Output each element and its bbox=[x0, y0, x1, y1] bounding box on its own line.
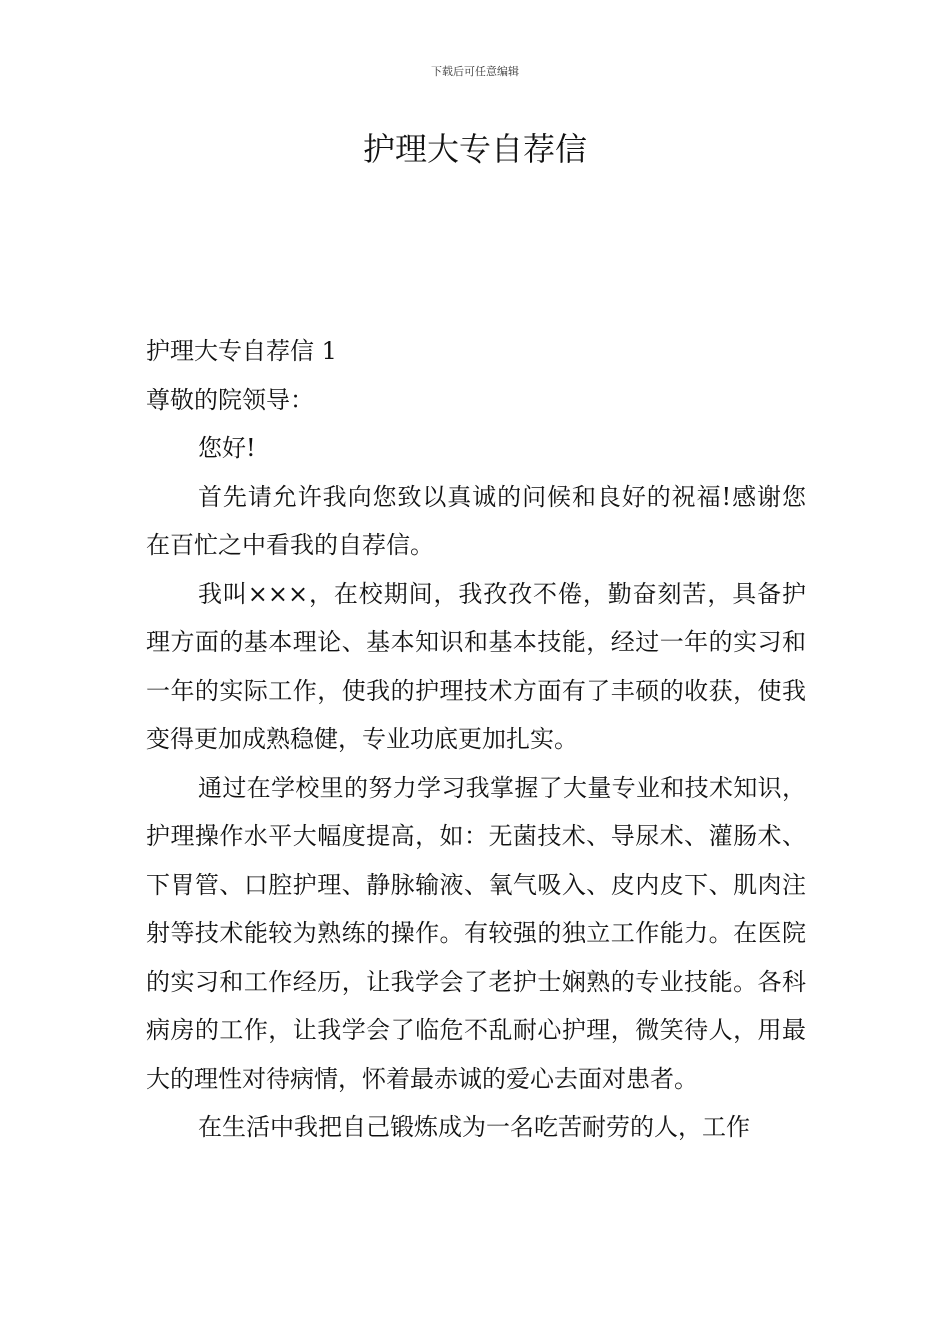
body-paragraph: 通过在学校里的努力学习我掌握了大量专业和技术知识，护理操作水平大幅度提高，如：无菌技术、导尿术、灌肠术、下胃管、口腔护理、静脉输液、氧气吸入、皮内皮下、肌肉注射等技术能较为熟练的操作。有较强的独立工作能力。在医院的实习和工作经历，让我学会了老护士娴熟的专业技能。各科病房的工作，让我学会了临危不乱耐心护理，微笑待人，用最大的理性对待病情，怀着最赤诚的爱心去面对患者。 bbox=[146, 773, 806, 1093]
body-paragraph: 首先请允许我向您致以真诚的问候和良好的祝福!感谢您在百忙之中看我的自荐信。 bbox=[146, 482, 806, 559]
section-heading: 护理大专自荐信 1 bbox=[146, 337, 337, 365]
salutation: 尊敬的院领导： bbox=[146, 385, 314, 414]
body-paragraph: 我叫×××，在校期间，我孜孜不倦，勤奋刻苦，具备护理方面的基本理论、基本知识和基本技能，经过一年的实习和一年的实际工作，使我的护理技术方面有了丰硕的收获，使我变得更加成熟稳健，专业功底更加扎实。 bbox=[146, 579, 806, 753]
document-title: 护理大专自荐信 bbox=[362, 130, 587, 168]
document-body bbox=[146, 327, 806, 1152]
body-paragraph: 在生活中我把自己锻炼成为一名吃苦耐劳的人，工作 bbox=[198, 1113, 750, 1141]
greeting: 您好! bbox=[198, 434, 256, 462]
page-header-note: 下载后可任意编辑 bbox=[431, 65, 519, 78]
